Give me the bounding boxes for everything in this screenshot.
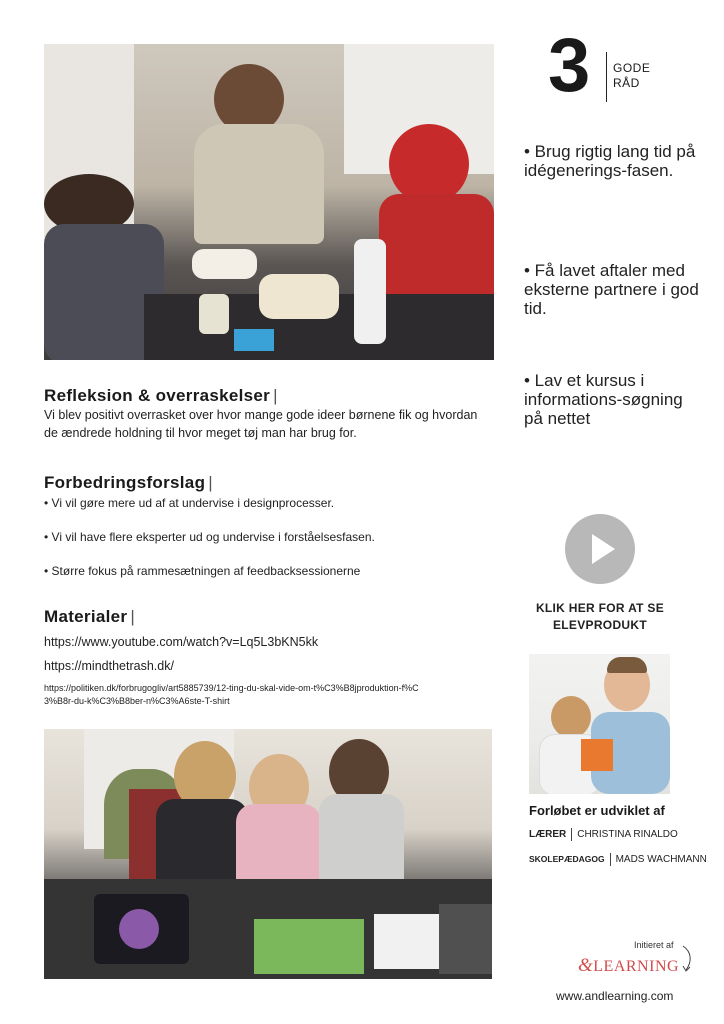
heading-bar: | bbox=[208, 473, 213, 492]
reflection-text: Vi blev positivt overrasket over hvor mange gode ideer børnene fik og hvordan de ændrede holdning til hvor meget tøj man har brug for. bbox=[44, 408, 478, 440]
advice-item-2: • Få lavet aftaler med eksterne partnere i god tid. bbox=[524, 261, 699, 318]
credit-role: SKOLEPÆDAGOG bbox=[529, 854, 605, 865]
logo-word: LEARNING bbox=[593, 958, 680, 975]
reflection-heading-text: Refleksion & overraskelser bbox=[44, 386, 271, 405]
improvements-heading bbox=[44, 473, 213, 493]
photo-girls-at-table bbox=[44, 729, 492, 979]
big-number-three: 3 bbox=[548, 23, 589, 108]
play-icon bbox=[592, 534, 615, 564]
credit-separator bbox=[571, 828, 572, 841]
initiated-by-label: Initieret af bbox=[634, 940, 674, 950]
advice-item-3: • Lav et kursus i informations-søgning på nettet bbox=[524, 371, 683, 428]
website-link[interactable]: www.andlearning.com bbox=[556, 989, 674, 1003]
credit-row-teacher bbox=[529, 828, 678, 841]
advice-item-1: • Brug rigtig lang tid på idégenerings-fasen. bbox=[524, 142, 696, 180]
credits-heading: Forløbet er udviklet af bbox=[529, 803, 665, 818]
header-divider bbox=[606, 52, 607, 102]
credit-name: MADS WACHMANN bbox=[615, 854, 707, 866]
credit-role: LÆRER bbox=[529, 829, 567, 841]
header-label-line2: RÅD bbox=[613, 76, 640, 90]
reflection-heading bbox=[44, 386, 278, 406]
logo-ampersand: & bbox=[578, 955, 594, 976]
credit-row-pedagogue bbox=[529, 853, 707, 866]
credit-name: CHRISTINA RINALDO bbox=[577, 829, 678, 841]
improvement-item-2: • Vi vil have flere eksperter ud og undervise i forståelsesfasen. bbox=[44, 530, 375, 544]
header-label bbox=[613, 61, 650, 91]
improvement-item-1: • Vi vil gøre mere ud af at undervise i designprocesser. bbox=[44, 496, 335, 510]
material-link-politiken[interactable]: https://politiken.dk/forbrugogliv/art5885739/12-ting-du-skal-vide-om-t%C3%B8jproduktion-f%C3%B8r-du-k%C3%B8ber-n%C3%A6ste-T-shirt bbox=[44, 683, 419, 706]
material-link-youtube[interactable]: https://www.youtube.com/watch?v=Lq5L3bKN5kk bbox=[44, 635, 319, 649]
heading-bar: | bbox=[130, 607, 136, 626]
play-video-button[interactable] bbox=[565, 514, 635, 584]
photo-children-with-bottles bbox=[44, 44, 494, 360]
materials-heading bbox=[44, 607, 135, 627]
material-link-mindthetrash[interactable]: https://mindthetrash.dk/ bbox=[44, 659, 174, 673]
heading-bar: | bbox=[273, 386, 278, 405]
materials-heading-text: Materialer bbox=[44, 607, 128, 626]
improvements-heading-text: Forbedringsforslag bbox=[44, 473, 206, 492]
photo-teachers bbox=[529, 654, 670, 794]
andlearning-logo[interactable] bbox=[578, 955, 679, 977]
video-cta-link[interactable]: KLIK HER FOR AT SE ELEVPRODUKT bbox=[535, 601, 665, 632]
curved-arrow-icon bbox=[680, 944, 694, 974]
credit-separator bbox=[610, 853, 611, 866]
header-label-line1: GODE bbox=[613, 61, 651, 75]
improvement-item-3: • Større fokus på rammesætningen af feedbacksessionerne bbox=[44, 564, 361, 578]
